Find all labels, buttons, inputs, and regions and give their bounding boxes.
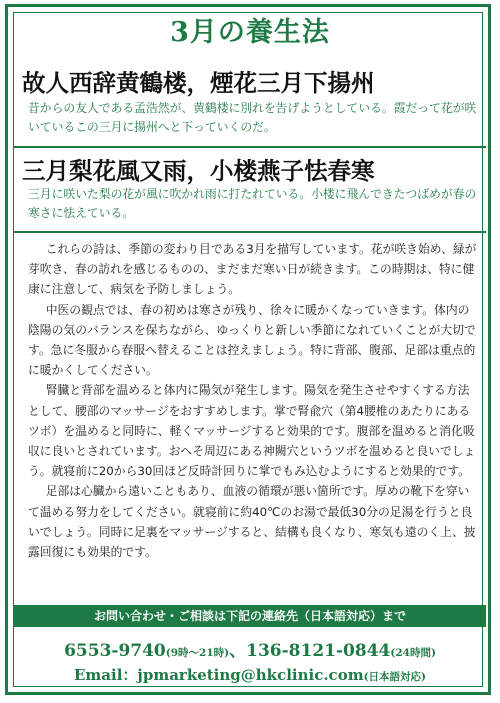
poem-translation-1: 昔からの友人である孟浩然が、黄鶴楼に別れを告げようとしている。霞だって花が咲いているこの三月に揚州へと下っていくのだ。: [28, 101, 477, 134]
phone-number-1[interactable]: 6553-9740: [64, 641, 166, 661]
email-address[interactable]: jpmarketing@hkclinic.com: [137, 666, 364, 684]
phone-separator: 、: [229, 641, 247, 661]
phone-2-hours: (24時間): [390, 647, 436, 659]
email-label: Email：: [73, 666, 138, 684]
email-line: [0, 664, 500, 685]
body-paragraph-4: 足部は心臓から遠いこともあり、血液の循環が悪い箇所です。厚めの靴下を穿いて温める努力をしてください。就寝前に約40℃のお湯で最低30分の足湯を行うと良いでしょう。同時に足裏をマッサージすると、結構も良くなり、寒気も遠のく上、披露回復にも効果的です。: [28, 484, 476, 560]
poem-line-2: 三月梨花風又雨，小楼燕子怯春寒: [22, 157, 375, 185]
phone-number-2[interactable]: 136-8121-0844: [246, 641, 391, 661]
body-paragraph-3: 腎臓と背部を温めると体内に陽気が発生します。陽気を発生させやすくする方法として、腰部のマッサージをおすすめします。掌で腎兪穴（第4腰椎のあたりにあるツボ）を温めると同時に、軽くマッサージすると効果的です。腹部を温めると消化吸収に良いとされています。おへそ周辺にある神闕穴というツボを温めると良いでしょう。就寝前に20から30回ほど反時計回りに掌でもみ込むようにすると効果的です。: [28, 383, 476, 479]
divider-2: [14, 231, 486, 233]
contact-banner: お問い合わせ・ご相談は下記の連絡先（日本語対応）まで: [14, 605, 486, 627]
divider-1: [14, 146, 486, 148]
phone-line: [0, 636, 500, 661]
poem-line-1: 故人西辞黄鶴楼，煙花三月下揚州: [22, 69, 375, 97]
body-paragraph-1: これらの詩は、季節の変わり目である3月を描写しています。花が咲き始め、緑が芽吹き、春の訪れを感じるものの、まだまだ寒い日が続きます。この時期は、特に健康に注意して、病気を予防しましょう。: [28, 242, 477, 297]
phone-1-hours: (9時～21時): [165, 647, 230, 659]
body-paragraph-2: 中医の観点では、春の初めは寒さが残り、徐々に暖かくなっていきます。体内の陰陽の気のバランスを保ちながら、ゆっくりと新しい季節になれていくことが大切です。急に冬服から春服へ替えることは控えましょう。特に背部、腹部、足部は重点的に暖かくしてください。: [28, 302, 476, 378]
email-note: (日本語対応): [363, 671, 427, 683]
article-body: [28, 239, 478, 562]
poem-translation-2: 三月に咲いた梨の花が風に吹かれ雨に打たれている。小楼に飛んできたつばめが春の寒さに怯えている。: [28, 187, 477, 220]
page-title: 3月の養生法: [170, 17, 330, 48]
